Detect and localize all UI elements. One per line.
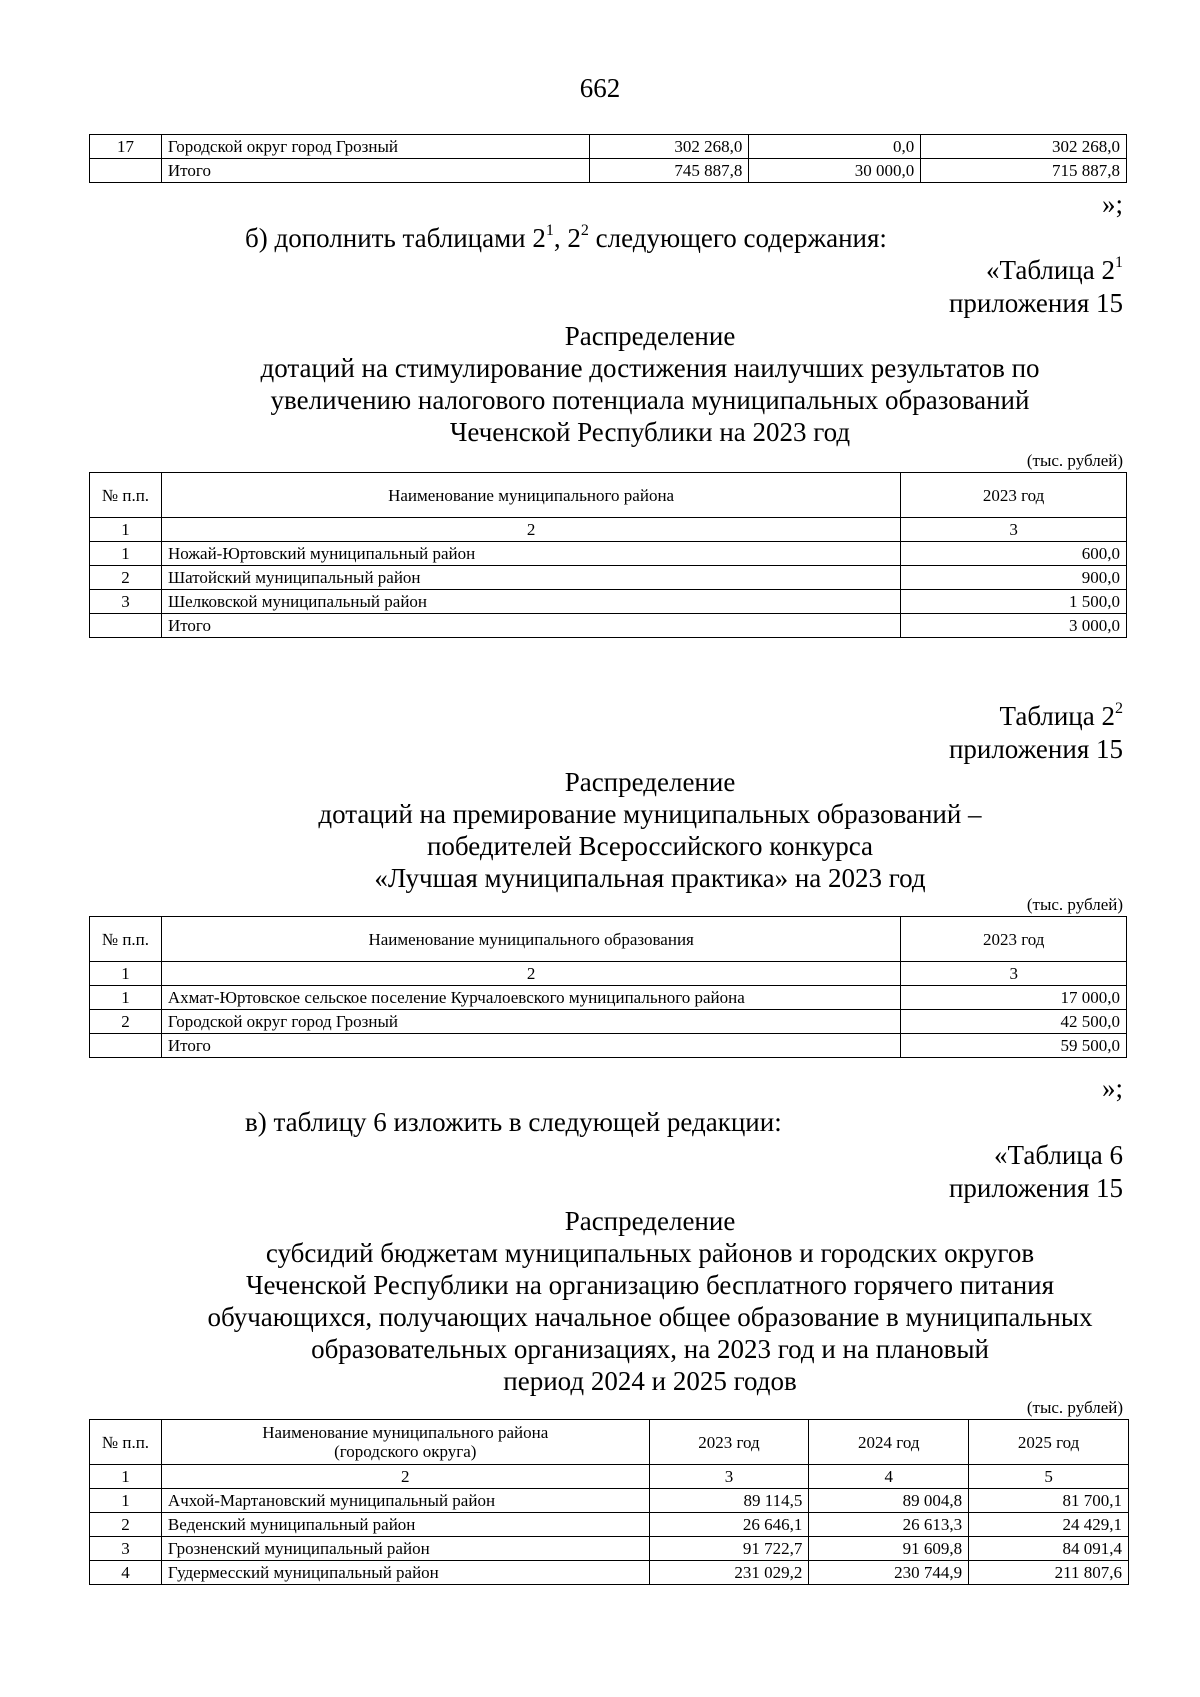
table21 bbox=[89, 472, 1127, 638]
page-number: 662 bbox=[579, 73, 621, 103]
table-row: Итого 745 887,8 30 000,0 715 887,8 bbox=[90, 159, 1127, 183]
table6-appendix: приложения 15 bbox=[948, 1173, 1123, 1203]
table-row: 1 Ачхой-Мартановский муниципальный район 89 114,5 89 004,8 81 700,1 bbox=[90, 1489, 1129, 1513]
table-index-row: 1 2 3 bbox=[90, 962, 1127, 986]
top-table bbox=[89, 134, 1127, 183]
table21-title: Распределение дотаций на стимулирование достижения наилучших результатов по увеличению налогового потенциала муниципальных образований Чеченской Республики на 2023 год bbox=[260, 321, 1040, 447]
paragraph-b: б) дополнить таблицами $2^1$, $2^2$ следующего содержания: bbox=[245, 222, 887, 253]
table-index-row: 1 2 3 bbox=[90, 518, 1127, 542]
table-row: 2 Веденский муниципальный район 26 646,1 26 613,3 24 429,1 bbox=[90, 1513, 1129, 1537]
table-total-row: Итого 59 500,0 bbox=[90, 1034, 1127, 1058]
table-total-row: Итого 3 000,0 bbox=[90, 614, 1127, 638]
table21-label: «Таблица $2^1$ bbox=[986, 254, 1123, 285]
table-row: 2 Городской округ город Грозный 42 500,0 bbox=[90, 1010, 1127, 1034]
table22-units: (тыс. рублей) bbox=[1026, 895, 1123, 914]
table22-label: Таблица $2^2$ bbox=[999, 700, 1123, 731]
table-row: 2 Шатойский муниципальный район 900,0 bbox=[90, 566, 1127, 590]
table-row: 17 Городской округ город Грозный 302 268,0 0,0 302 268,0 bbox=[90, 135, 1127, 159]
table21-appendix: приложения 15 bbox=[948, 288, 1123, 318]
table22 bbox=[89, 916, 1127, 1058]
table-row: 1 Ножай-Юртовский муниципальный район 600,0 bbox=[90, 542, 1127, 566]
table-row: 3 Шелковской муниципальный район 1 500,0 bbox=[90, 590, 1127, 614]
table-index-row: 1 2 3 4 5 bbox=[90, 1465, 1129, 1489]
table6-units: (тыс. рублей) bbox=[1026, 1398, 1123, 1417]
table6-title: Распределение субсидий бюджетам муниципальных районов и городских округов Чеченской Республики на организацию бесплатного горячего питания обучающихся, получающих начальное общее образование в муниципальных образовательных организациях, на 2023 год и на плановый период 2024 и 2025 годов bbox=[207, 1206, 1093, 1396]
table22-title: Распределение дотаций на премирование муниципальных образований – победителей Всероссийского конкурса «Лучшая муниципальная практика» на 2023 год bbox=[318, 767, 982, 893]
paragraph-v: в) таблицу 6 изложить в следующей редакции: bbox=[245, 1107, 782, 1137]
table21-units: (тыс. рублей) bbox=[1026, 451, 1123, 470]
table-row: 4 Гудермесский муниципальный район 231 029,2 230 744,9 211 807,6 bbox=[90, 1561, 1129, 1585]
closing-quote: »; bbox=[1101, 189, 1123, 219]
table-header-row: № п.п. Наименование муниципального образования 2023 год bbox=[90, 917, 1127, 962]
table22-appendix: приложения 15 bbox=[948, 734, 1123, 764]
table6 bbox=[89, 1419, 1129, 1585]
table-row: 1 Ахмат-Юртовское сельское поселение Курчалоевского муниципального района 17 000,0 bbox=[90, 986, 1127, 1010]
table-header-row: № п.п. Наименование муниципального района 2023 год bbox=[90, 473, 1127, 518]
table-row: 3 Грозненский муниципальный район 91 722,7 91 609,8 84 091,4 bbox=[90, 1537, 1129, 1561]
table6-label: «Таблица 6 bbox=[994, 1140, 1123, 1170]
table-header-row: № п.п. Наименование муниципального района (городского округа) 2023 год 2024 год 2025 год bbox=[90, 1420, 1129, 1465]
closing-quote: »; bbox=[1101, 1073, 1123, 1103]
